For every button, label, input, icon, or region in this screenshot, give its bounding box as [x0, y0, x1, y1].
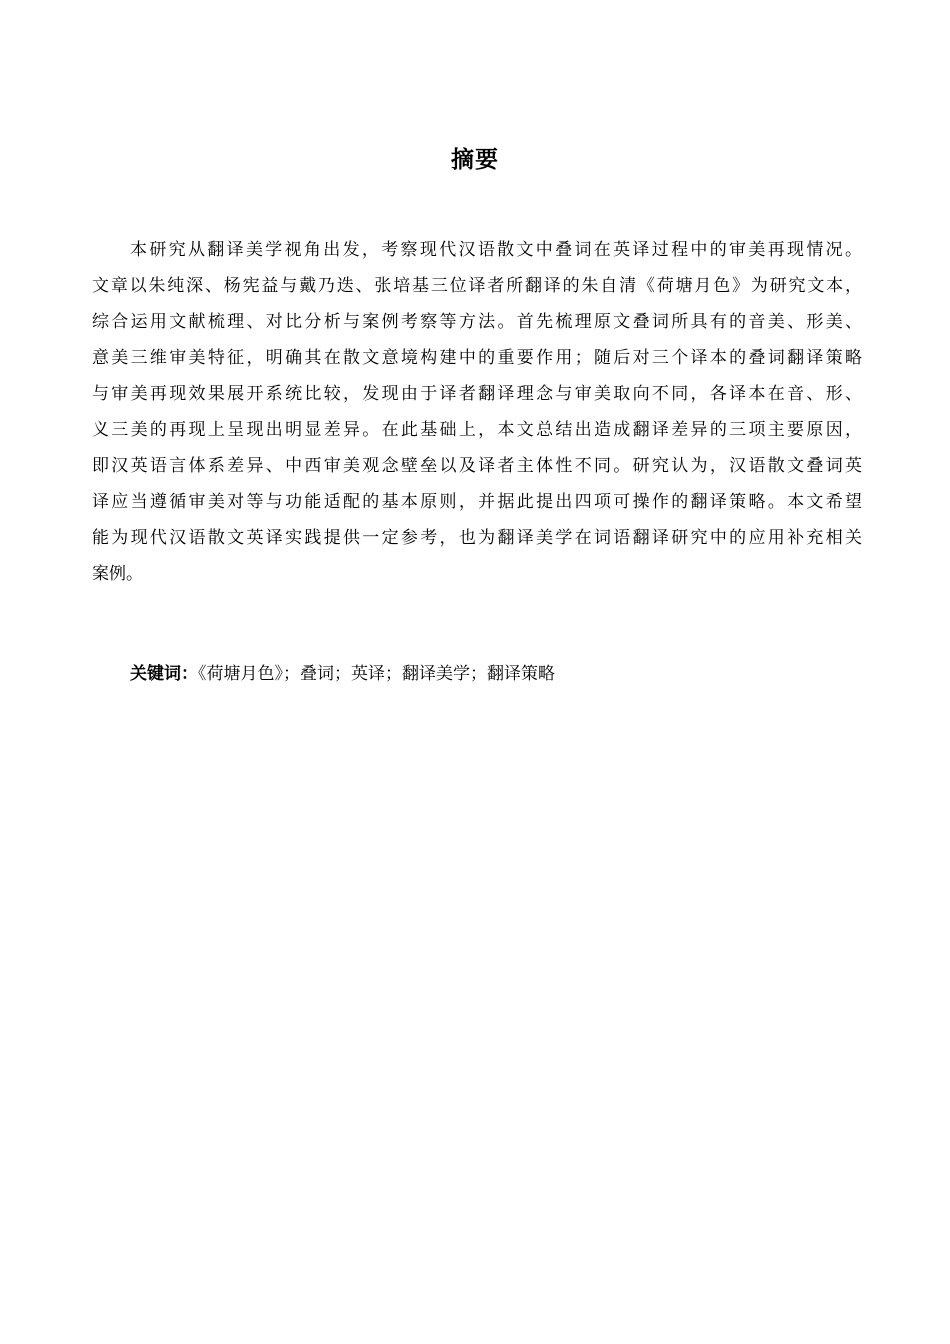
abstract-line: 与审美再现效果展开系统比较，发现由于译者翻译理念与审美取向不同，各译本在音、形、	[92, 384, 862, 404]
abstract-line: 综合运用文献梳理、对比分析与案例考察等方法。首先梳理原文叠词所具有的音美、形美、	[92, 312, 862, 332]
abstract-line: 即汉英语言体系差异、中西审美观念壁垒以及译者主体性不同。研究认为，汉语散文叠词英	[92, 456, 862, 476]
abstract-line: 译应当遵循审美对等与功能适配的基本原则，并据此提出四项可操作的翻译策略。本文希望	[92, 492, 862, 512]
keywords-line	[130, 656, 870, 692]
abstract-body	[92, 232, 862, 592]
keywords-list: 《荷塘月色》；叠词；英译；翻译美学；翻译策略	[198, 664, 555, 684]
abstract-line: 义三美的再现上呈现出明显差异。在此基础上，本文总结出造成翻译差异的三项主要原因，	[92, 420, 862, 440]
keywords-label: 关键词：	[130, 664, 198, 684]
abstract-title: 摘要	[451, 147, 499, 173]
abstract-line: 意美三维审美特征，明确其在散文意境构建中的重要作用；随后对三个译本的叠词翻译策略	[92, 348, 862, 368]
abstract-line: 本研究从翻译美学视角出发，考察现代汉语散文中叠词在英译过程中的审美再现情况。	[130, 240, 862, 260]
abstract-line: 能为现代汉语散文英译实践提供一定参考，也为翻译美学在词语翻译研究中的应用补充相关	[92, 528, 862, 548]
abstract-line: 案例。	[92, 564, 143, 584]
abstract-line: 文章以朱纯深、杨宪益与戴乃迭、张培基三位译者所翻译的朱自清《荷塘月色》为研究文本，	[92, 276, 862, 296]
